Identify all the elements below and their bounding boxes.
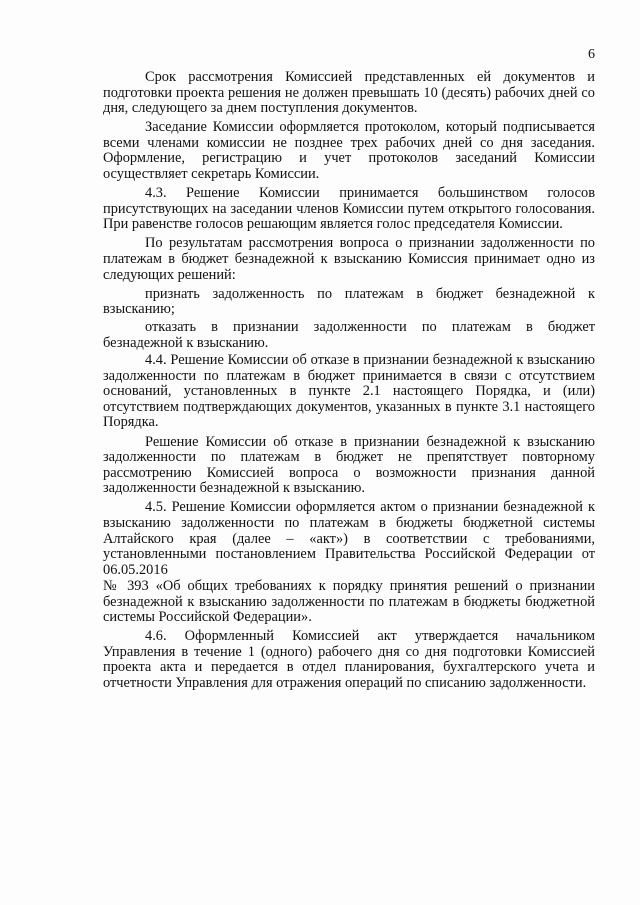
paragraph-refusal-effect: Решение Комиссии об отказе в признании безнадежной к взысканию задолженности по платежам в бюджет не препятствует повторному рассмотрению Комиссией вопроса о возможности признания данной задолженности безнадежной к взысканию. (103, 433, 595, 497)
decision-option-accept: признать задолженность по платежам в бюджет безнадежной к взысканию; (103, 285, 595, 318)
document-body (103, 70, 595, 695)
paragraph-4-6: 4.6. Оформленный Комиссией акт утверждается начальником Управления в течение 1 (одного) рабочего дня со дня подготовки Комиссией проекта акта и передается в отдел планирования, бухгалтерского учета и отчетности Управления для отражения операций по списанию задолженности. (103, 628, 595, 691)
paragraph-4-3: 4.3. Решение Комиссии принимается большинством голосов присутствующих на заседании членов Комиссии путем открытого голосования. При равенстве голосов решающим является голос председателя Комиссии. (103, 185, 595, 233)
decision-option-refuse: отказать в признании задолженности по платежам в бюджет безнадежной к взысканию. (103, 318, 595, 351)
paragraph-4-5-continued: № 393 «Об общих требованиях к порядку принятия решений о признании безнадежной к взысканию задолженности по платежам в бюджеты бюджетной системы Российской Федерации». (103, 577, 595, 626)
paragraph-review-period: Срок рассмотрения Комиссией представленных ей документов и подготовки проекта решения не должен превышать 10 (десять) рабочих дней со дня, следующего за днем поступления документов. (103, 69, 595, 117)
page-number: 6 (588, 47, 595, 62)
paragraph-decision-options: По результатам рассмотрения вопроса о признании задолженности по платежам в бюджет безнадежной к взысканию Комиссия принимает одно из следующих решений: (103, 235, 595, 283)
paragraph-4-5: 4.5. Решение Комиссии оформляется актом о признании безнадежной к взысканию задолженности по платежам в бюджеты бюджетной системы Алтайского края (далее – «акт») в соответствии с требованиями, установленными постановлением Правительства Российской Федерации от 06.05.2016 (103, 499, 595, 578)
paragraph-4-4: 4.4. Решение Комиссии об отказе в признании безнадежной к взысканию задолженности по платежам в бюджет принимается в связи с отсутствием оснований, установленных в пункте 2.1 настоящего Порядка, и (или) отсутствием подтверждающих документов, указанных в пункте 3.1 настоящего Порядка. (103, 352, 595, 431)
paragraph-meeting-protocol: Заседание Комиссии оформляется протоколом, который подписывается всеми членами комиссии не позднее трех рабочих дней со дня заседания. Оформление, регистрацию и учет протоколов заседаний Комиссии осуществляет секретарь Комиссии. (103, 119, 595, 183)
